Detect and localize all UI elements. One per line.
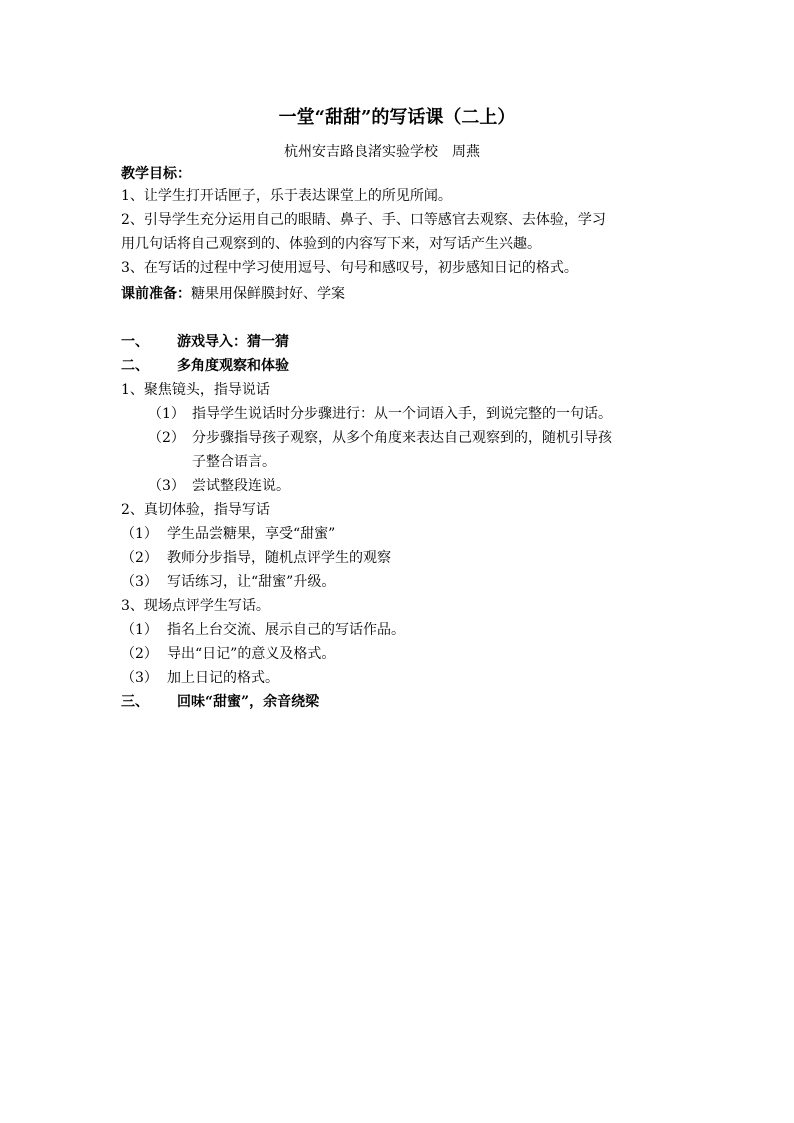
document-title: 一堂“甜甜”的写话课（二上）	[278, 107, 516, 128]
list-number: （2）	[148, 430, 185, 446]
list-item	[121, 644, 681, 664]
section-heading	[121, 356, 681, 376]
list-number: （1）	[121, 622, 158, 638]
list-text: 子整合语言。	[192, 454, 276, 470]
list-number: （1）	[121, 526, 158, 542]
author-line	[284, 142, 480, 162]
list-number: （1）	[148, 406, 185, 422]
list-number: （3）	[148, 478, 185, 494]
list-text: 尝试整段连说。	[192, 478, 290, 494]
objective-line: 1、让学生打开话匣子，乐于表达课堂上的所见所闻。	[121, 188, 452, 204]
objective-line: 用几句话将自己观察到的、体验到的内容写下来，对写话产生兴趣。	[121, 236, 541, 252]
list-text: 指导学生说话时分步骤进行：从一个词语入手，到说完整的一句话。	[192, 406, 612, 422]
list-item	[121, 548, 681, 568]
section-heading	[121, 692, 681, 712]
list-text: 分步骤指导孩子观察，从多个角度来表达自己观察到的，随机引导孩	[192, 430, 612, 446]
list-item	[121, 620, 681, 640]
list-item	[148, 404, 708, 424]
author-name: 周燕	[452, 144, 480, 160]
section-heading	[121, 332, 681, 352]
list-text: 写话练习，让“甜蜜”升级。	[167, 574, 336, 590]
list-number: （2）	[121, 646, 158, 662]
list-text: 指名上台交流、展示自己的写话作品。	[167, 622, 405, 638]
prep-heading: 课前准备：	[121, 286, 191, 302]
prep-line	[121, 284, 681, 304]
list-item	[121, 524, 681, 544]
objective-line: 2、引导学生充分运用自己的眼睛、鼻子、手、口等感官去观察、去体验，学习	[121, 212, 606, 228]
section-number: 一、	[121, 334, 149, 350]
school-name: 杭州安吉路良渚实验学校	[284, 144, 438, 160]
list-number: （2）	[121, 550, 158, 566]
prep-text: 糖果用保鲜膜封好、学案	[191, 286, 345, 302]
subsection-heading: 2、真切体验，指导写话	[121, 502, 270, 518]
list-number: （3）	[121, 670, 158, 686]
section-title: 回味“甜蜜”，余音绕梁	[177, 694, 320, 710]
list-text: 学生品尝糖果，享受“甜蜜”	[167, 526, 336, 542]
section-number: 三、	[121, 694, 149, 710]
list-number: （3）	[121, 574, 158, 590]
subsection-heading: 3、现场点评学生写话。	[121, 598, 270, 614]
list-text: 导出“日记”的意义及格式。	[167, 646, 336, 662]
section-title: 多角度观察和体验	[177, 358, 289, 374]
list-item	[148, 428, 708, 448]
list-item	[148, 476, 708, 496]
objectives-heading: 教学目标：	[121, 166, 191, 182]
list-text: 加上日记的格式。	[167, 670, 279, 686]
list-item-continuation	[192, 452, 752, 472]
section-number: 二、	[121, 358, 149, 374]
section-title: 游戏导入：猜一猜	[177, 334, 289, 350]
subsection-heading: 1、聚焦镜头，指导说话	[121, 382, 270, 398]
list-item	[121, 572, 681, 592]
list-item	[121, 668, 681, 688]
list-text: 教师分步指导，随机点评学生的观察	[167, 550, 391, 566]
objective-line: 3、在写话的过程中学习使用逗号、句号和感叹号，初步感知日记的格式。	[121, 260, 578, 276]
